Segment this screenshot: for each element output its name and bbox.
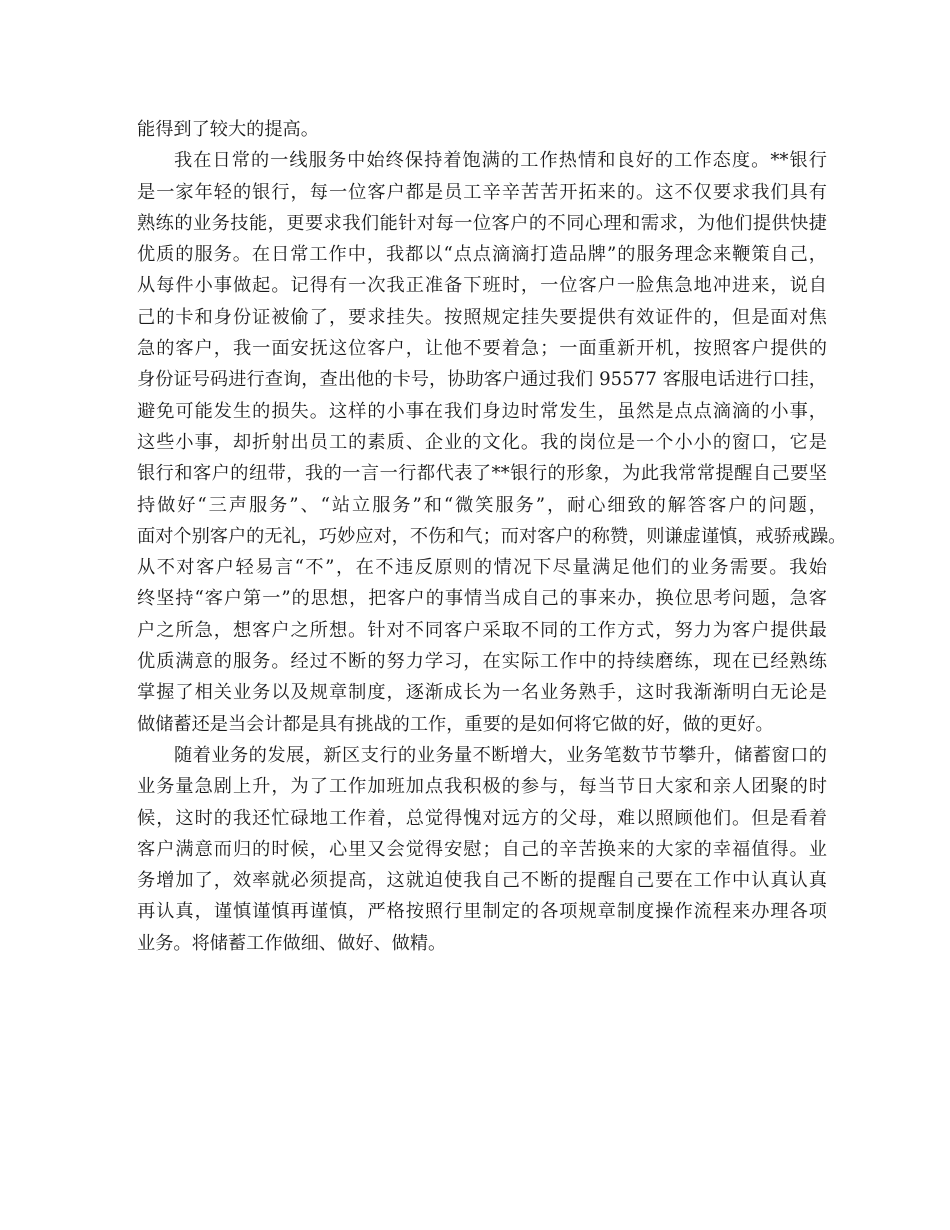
text-line: 持做好“三声服务”、“站立服务”和“微笑服务”，耐心细致的解答客户的问题， bbox=[137, 494, 827, 516]
text-line: 优质的服务。在日常工作中，我都以“点点滴滴打造品牌”的服务理念来鞭策自己， bbox=[137, 244, 827, 266]
text-line: 面对个别客户的无礼，巧妙应对，不伤和气；而对客户的称赞，则谦虚谨慎，戒骄戒躁。 bbox=[137, 525, 847, 547]
text-line: 户之所急，想客户之所想。针对不同客户采取不同的工作方式，努力为客户提供最 bbox=[137, 619, 827, 641]
text-line: 银行和客户的纽带，我的一言一行都代表了**银行的形象，为此我常常提醒自己要坚 bbox=[137, 463, 827, 485]
text-line: 再认真，谨慎谨慎再谨慎，严格按照行里制定的各项规章制度操作流程来办理各项 bbox=[137, 901, 827, 923]
text-line: 业务量急剧上升，为了工作加班加点我积极的参与，每当节日大家和亲人团聚的时 bbox=[137, 776, 827, 798]
text-line: 避免可能发生的损失。这样的小事在我们身边时常发生，虽然是点点滴滴的小事， bbox=[137, 400, 827, 422]
text-line: 能得到了较大的提高。 bbox=[137, 119, 319, 140]
text-line: 候，这时的我还忙碌地工作着，总觉得愧对远方的父母，难以照顾他们。但是看着 bbox=[137, 807, 827, 829]
text-line: 务增加了，效率就必须提高，这就迫使我自己不断的提醒自己要在工作中认真认真 bbox=[137, 870, 827, 892]
text-line: 掌握了相关业务以及规章制度，逐渐成长为一名业务熟手，这时我渐渐明白无论是 bbox=[137, 682, 827, 704]
text-line: 我在日常的一线服务中始终保持着饱满的工作热情和良好的工作态度。**银行 bbox=[174, 150, 827, 172]
text-line: 业务。将储蓄工作做细、做好、做精。 bbox=[137, 932, 447, 954]
text-line: 身份证号码进行查询，查出他的卡号，协助客户通过我们 95577 客服电话进行口挂， bbox=[137, 369, 827, 391]
text-line: 终坚持“客户第一”的思想，把客户的事情当成自己的事来办，换位思考问题，急客 bbox=[137, 588, 827, 610]
text-line: 从每件小事做起。记得有一次我正准备下班时，一位客户一脸焦急地冲进来，说自 bbox=[137, 275, 827, 297]
text-line: 急的客户，我一面安抚这位客户，让他不要着急；一面重新开机，按照客户提供的 bbox=[137, 338, 827, 360]
document-body bbox=[137, 114, 847, 959]
text-line: 这些小事，却折射出员工的素质、企业的文化。我的岗位是一个小小的窗口，它是 bbox=[137, 431, 827, 453]
text-line: 客户满意而归的时候，心里又会觉得安慰；自己的辛苦换来的大家的幸福值得。业 bbox=[137, 838, 827, 860]
text-line: 熟练的业务技能，更要求我们能针对每一位客户的不同心理和需求，为他们提供快捷 bbox=[137, 212, 827, 234]
text-line: 随着业务的发展，新区支行的业务量不断增大，业务笔数节节攀升，储蓄窗口的 bbox=[174, 744, 827, 766]
text-line: 己的卡和身份证被偷了，要求挂失。按照规定挂失要提供有效证件的，但是面对焦 bbox=[137, 306, 827, 328]
text-line: 优质满意的服务。经过不断的努力学习，在实际工作中的持续磨练，现在已经熟练 bbox=[137, 651, 827, 673]
text-line: 是一家年轻的银行，每一位客户都是员工辛辛苦苦开拓来的。这不仅要求我们具有 bbox=[137, 181, 827, 203]
text-line: 从不对客户轻易言“不”，在不违反原则的情况下尽量满足他们的业务需要。我始 bbox=[137, 557, 827, 579]
text-line: 做储蓄还是当会计都是具有挑战的工作，重要的是如何将它做的好，做的更好。 bbox=[137, 713, 774, 735]
